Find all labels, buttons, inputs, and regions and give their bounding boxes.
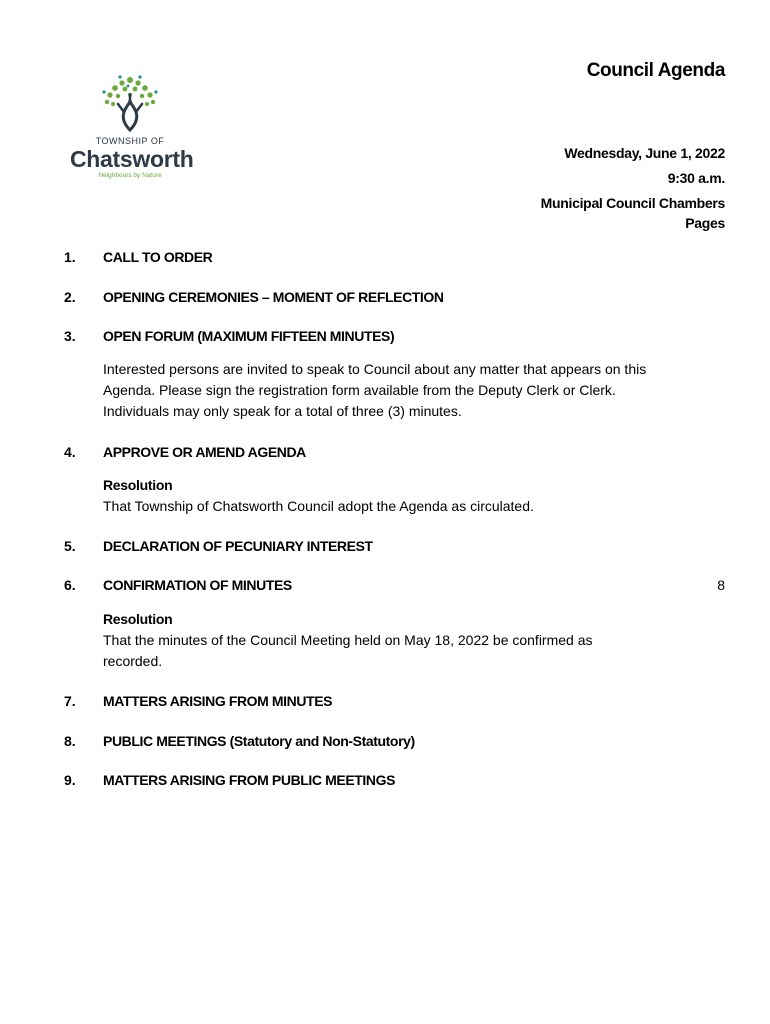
item-number: 5.	[64, 538, 76, 554]
item-title: OPENING CEREMONIES – MOMENT OF REFLECTION	[103, 289, 444, 305]
item-title: PUBLIC MEETINGS (Statutory and Non-Statutory)	[103, 733, 415, 749]
item-description: Interested persons are invited to speak to Council about any matter that appears on this Agenda. Please sign the registration form available from the Deputy Clerk or Clerk. Individuals may only speak for a total of three (3) minutes.	[103, 361, 647, 419]
item-number: 7.	[64, 693, 76, 709]
item-title: OPEN FORUM (MAXIMUM FIFTEEN MINUTES)	[103, 328, 395, 344]
tree-logo-icon	[98, 74, 162, 132]
item-number: 4.	[64, 444, 76, 460]
meeting-time: 9:30 a.m.	[667, 170, 725, 186]
item-number: 3.	[64, 328, 76, 344]
item-number: 6.	[64, 577, 76, 593]
item-number: 9.	[64, 772, 76, 788]
resolution-label: Resolution	[103, 477, 173, 493]
item-title: MATTERS ARISING FROM PUBLIC MEETINGS	[103, 772, 396, 788]
township-logo	[70, 74, 194, 184]
resolution-text: That Township of Chatsworth Council adopt the Agenda as circulated.	[103, 498, 534, 514]
item-title: MATTERS ARISING FROM MINUTES	[103, 693, 333, 709]
page-reference: 8	[717, 577, 725, 593]
item-title: DECLARATION OF PECUNIARY INTEREST	[103, 538, 373, 554]
meeting-location: Municipal Council Chambers	[540, 195, 725, 211]
resolution-label: Resolution	[103, 611, 173, 627]
meeting-date: Wednesday, June 1, 2022	[564, 145, 725, 161]
logo-tagline: Neighbours by Nature	[98, 172, 162, 179]
resolution-text: That the minutes of the Council Meeting held on May 18, 2022 be confirmed as recorded.	[103, 632, 593, 669]
item-title: CONFIRMATION OF MINUTES	[103, 577, 292, 593]
item-number: 1.	[64, 249, 76, 265]
logo-top-text: TOWNSHIP OF	[95, 136, 165, 146]
pages-column-label: Pages	[685, 215, 725, 231]
item-title: CALL TO ORDER	[103, 249, 213, 265]
logo-name: Chatsworth	[70, 146, 194, 172]
item-number: 2.	[64, 289, 76, 305]
item-number: 8.	[64, 733, 76, 749]
page-title: Council Agenda	[586, 60, 725, 81]
item-title: APPROVE OR AMEND AGENDA	[103, 444, 306, 460]
